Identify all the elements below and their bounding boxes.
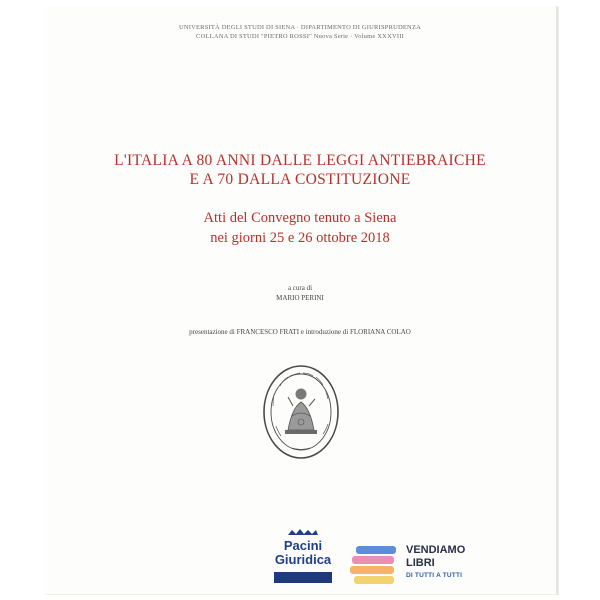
pacini-crown-icon — [287, 528, 319, 536]
title-line-1: L'ITALIA A 80 ANNI DALLE LEGGI ANTIEBRAICHE — [114, 152, 486, 169]
vendiamo-logo-line-2: LIBRI — [406, 557, 435, 569]
vendiamo-libri-logo — [350, 540, 510, 586]
pacini-logo-line-2: Giuridica — [274, 552, 332, 567]
vendiamo-tagline: DI TUTTI A TUTTI — [406, 572, 463, 579]
title-line-2: E A 70 DALLA COSTITUZIONE — [189, 171, 411, 188]
presentation-line: presentazione di FRANCESCO FRATI e introduzione di FLORIANA COLAO — [189, 328, 411, 336]
pacini-logo-line-1: Pacini — [283, 538, 323, 553]
book-cover-page — [44, 6, 558, 594]
subtitle-line-1: Atti del Convegno tenuto a Siena — [203, 210, 397, 226]
university-seal-icon — [262, 364, 340, 460]
pacini-logo-bar — [274, 572, 332, 583]
subtitle-line-2: nei giorni 25 e 26 ottobre 2018 — [210, 230, 390, 246]
header-line-1: UNIVERSITÀ DEGLI STUDI DI SIENA · DIPARTIMENTO DI GIURISPRUDENZA — [178, 24, 422, 31]
editor-name: MARIO PERINI — [276, 294, 324, 302]
vendiamo-logo-line-1: VENDIAMO — [406, 544, 466, 556]
header-line-2: COLLANA DI STUDI "PIETRO ROSSI" Nuova Serie · Volume XXXVIII — [196, 33, 404, 40]
editor-label: a cura di — [287, 284, 313, 292]
books-stack-icon — [350, 546, 398, 586]
pacini-giuridica-logo — [274, 528, 332, 584]
